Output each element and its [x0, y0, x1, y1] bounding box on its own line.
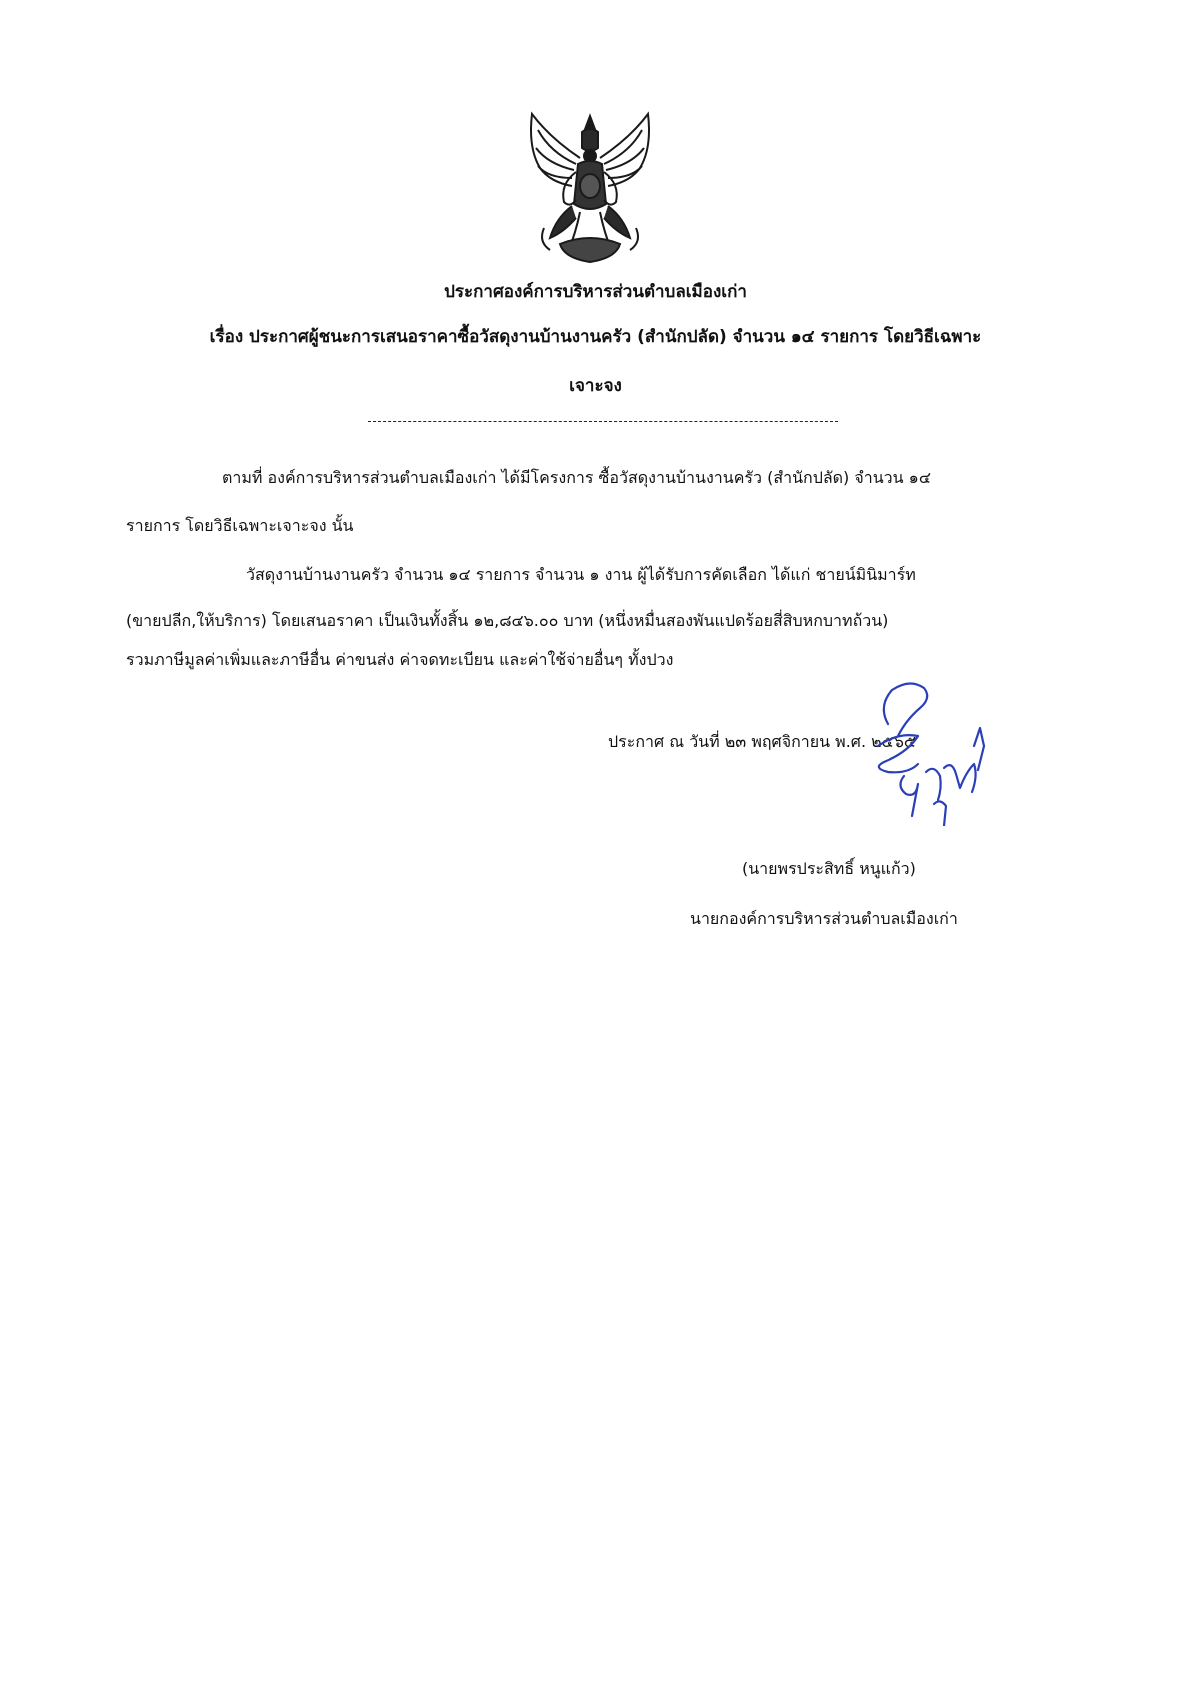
subject-continuation: เจาะจง — [569, 376, 622, 396]
signer-title: นายกองค์การบริหารส่วนตำบลเมืองเก่า — [690, 909, 958, 928]
signer-name: (นายพรประสิทธิ์ หนูแก้ว) — [742, 859, 916, 878]
divider — [368, 421, 838, 422]
announcement-date: ประกาศ ณ วันที่ ๒๓ พฤศจิกายน พ.ศ. ๒๕๖๕ — [608, 732, 917, 751]
paragraph-2-line-2: (ขายปลีก,ให้บริการ) โดยเสนอราคา เป็นเงินทั้งสิ้น ๑๒,๘๔๖.๐๐ บาท (หนึ่งหมื่นสองพันแปดร้อยสี่สิบหกบาทถ้วน) — [126, 611, 889, 630]
paragraph-1-line-2: รายการ โดยวิธีเฉพาะเจาะจง นั้น — [126, 516, 354, 535]
paragraph-2-line-1: วัสดุงานบ้านงานครัว จำนวน ๑๔ รายการ จำนวน ๑ งาน ผู้ได้รับการคัดเลือก ได้แก่ ชายน์มินิมาร์ท — [246, 565, 916, 584]
subject-line: เรื่อง ประกาศผู้ชนะการเสนอราคาซื้อวัสดุงานบ้านงานครัว (สำนักปลัด) จำนวน ๑๔ รายการ โดยวิธีเฉพาะ — [209, 327, 982, 347]
garuda-emblem-icon — [520, 108, 660, 266]
paragraph-2-line-3: รวมภาษีมูลค่าเพิ่มและภาษีอื่น ค่าขนส่ง ค่าจดทะเบียน และค่าใช้จ่ายอื่นๆ ทั้งปวง — [126, 650, 674, 669]
signature-icon — [848, 676, 1008, 826]
organization-title: ประกาศองค์การบริหารส่วนตำบลเมืองเก่า — [444, 282, 747, 302]
paragraph-1-line-1: ตามที่ องค์การบริหารส่วนตำบลเมืองเก่า ได้มีโครงการ ซื้อวัสดุงานบ้านงานครัว (สำนักปลัด) จำนวน ๑๔ — [222, 468, 931, 487]
